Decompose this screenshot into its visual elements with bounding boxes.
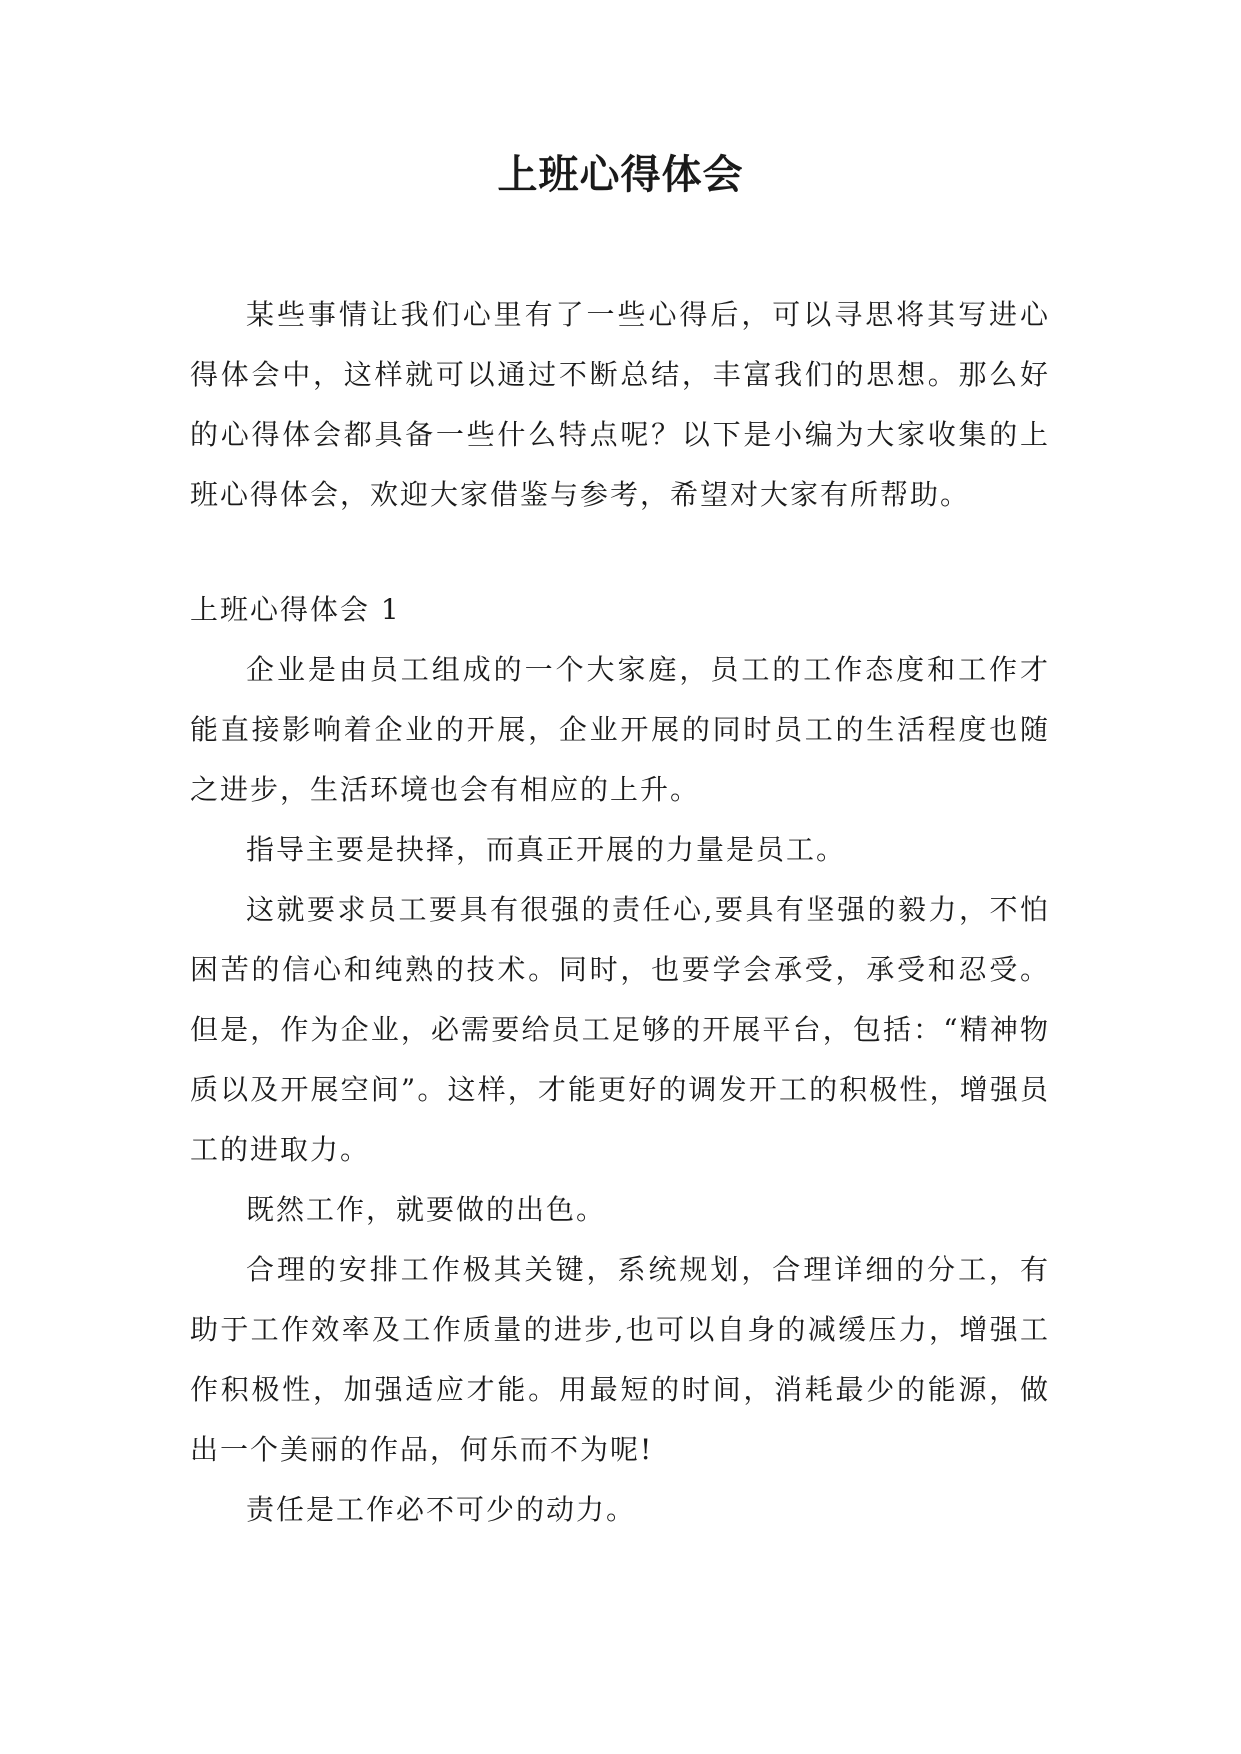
- body-paragraph: 企业是由员工组成的一个大家庭，员工的工作态度和工作才能直接影响着企业的开展，企业开展的同时员工的生活程度也随之进步，生活环境也会有相应的上升。: [190, 653, 1050, 806]
- document-title: 上班心得体会: [497, 152, 744, 198]
- body-paragraph: 责任是工作必不可少的动力。: [246, 1493, 637, 1526]
- body-paragraph: 既然工作，就要做的出色。: [246, 1193, 607, 1226]
- body-paragraph: 这就要求员工要具有很强的责任心,要具有坚强的毅力，不怕困苦的信心和纯熟的技术。同时，也要学会承受，承受和忍受。但是，作为企业，必需要给员工足够的开展平台，包括：“精神物质以及开展空间”。这样，才能更好的调发开工的积极性，增强员工的进取力。: [190, 893, 1050, 1166]
- intro-paragraph: 某些事情让我们心里有了一些心得后，可以寻思将其写进心得体会中，这样就可以通过不断总结，丰富我们的思想。那么好的心得体会都具备一些什么特点呢？以下是小编为大家收集的上班心得体会，欢迎大家借鉴与参考，希望对大家有所帮助。: [190, 298, 1050, 511]
- document-body: [190, 285, 1050, 1540]
- section-heading: 上班心得体会 1: [190, 593, 401, 626]
- body-paragraph: 合理的安排工作极其关键，系统规划，合理详细的分工，有助于工作效率及工作质量的进步,也可以自身的减缓压力，增强工作积极性，加强适应才能。用最短的时间，消耗最少的能源，做出一个美丽的作品，何乐而不为呢!: [190, 1253, 1050, 1466]
- body-paragraph: 指导主要是抉择，而真正开展的力量是员工。: [246, 833, 847, 866]
